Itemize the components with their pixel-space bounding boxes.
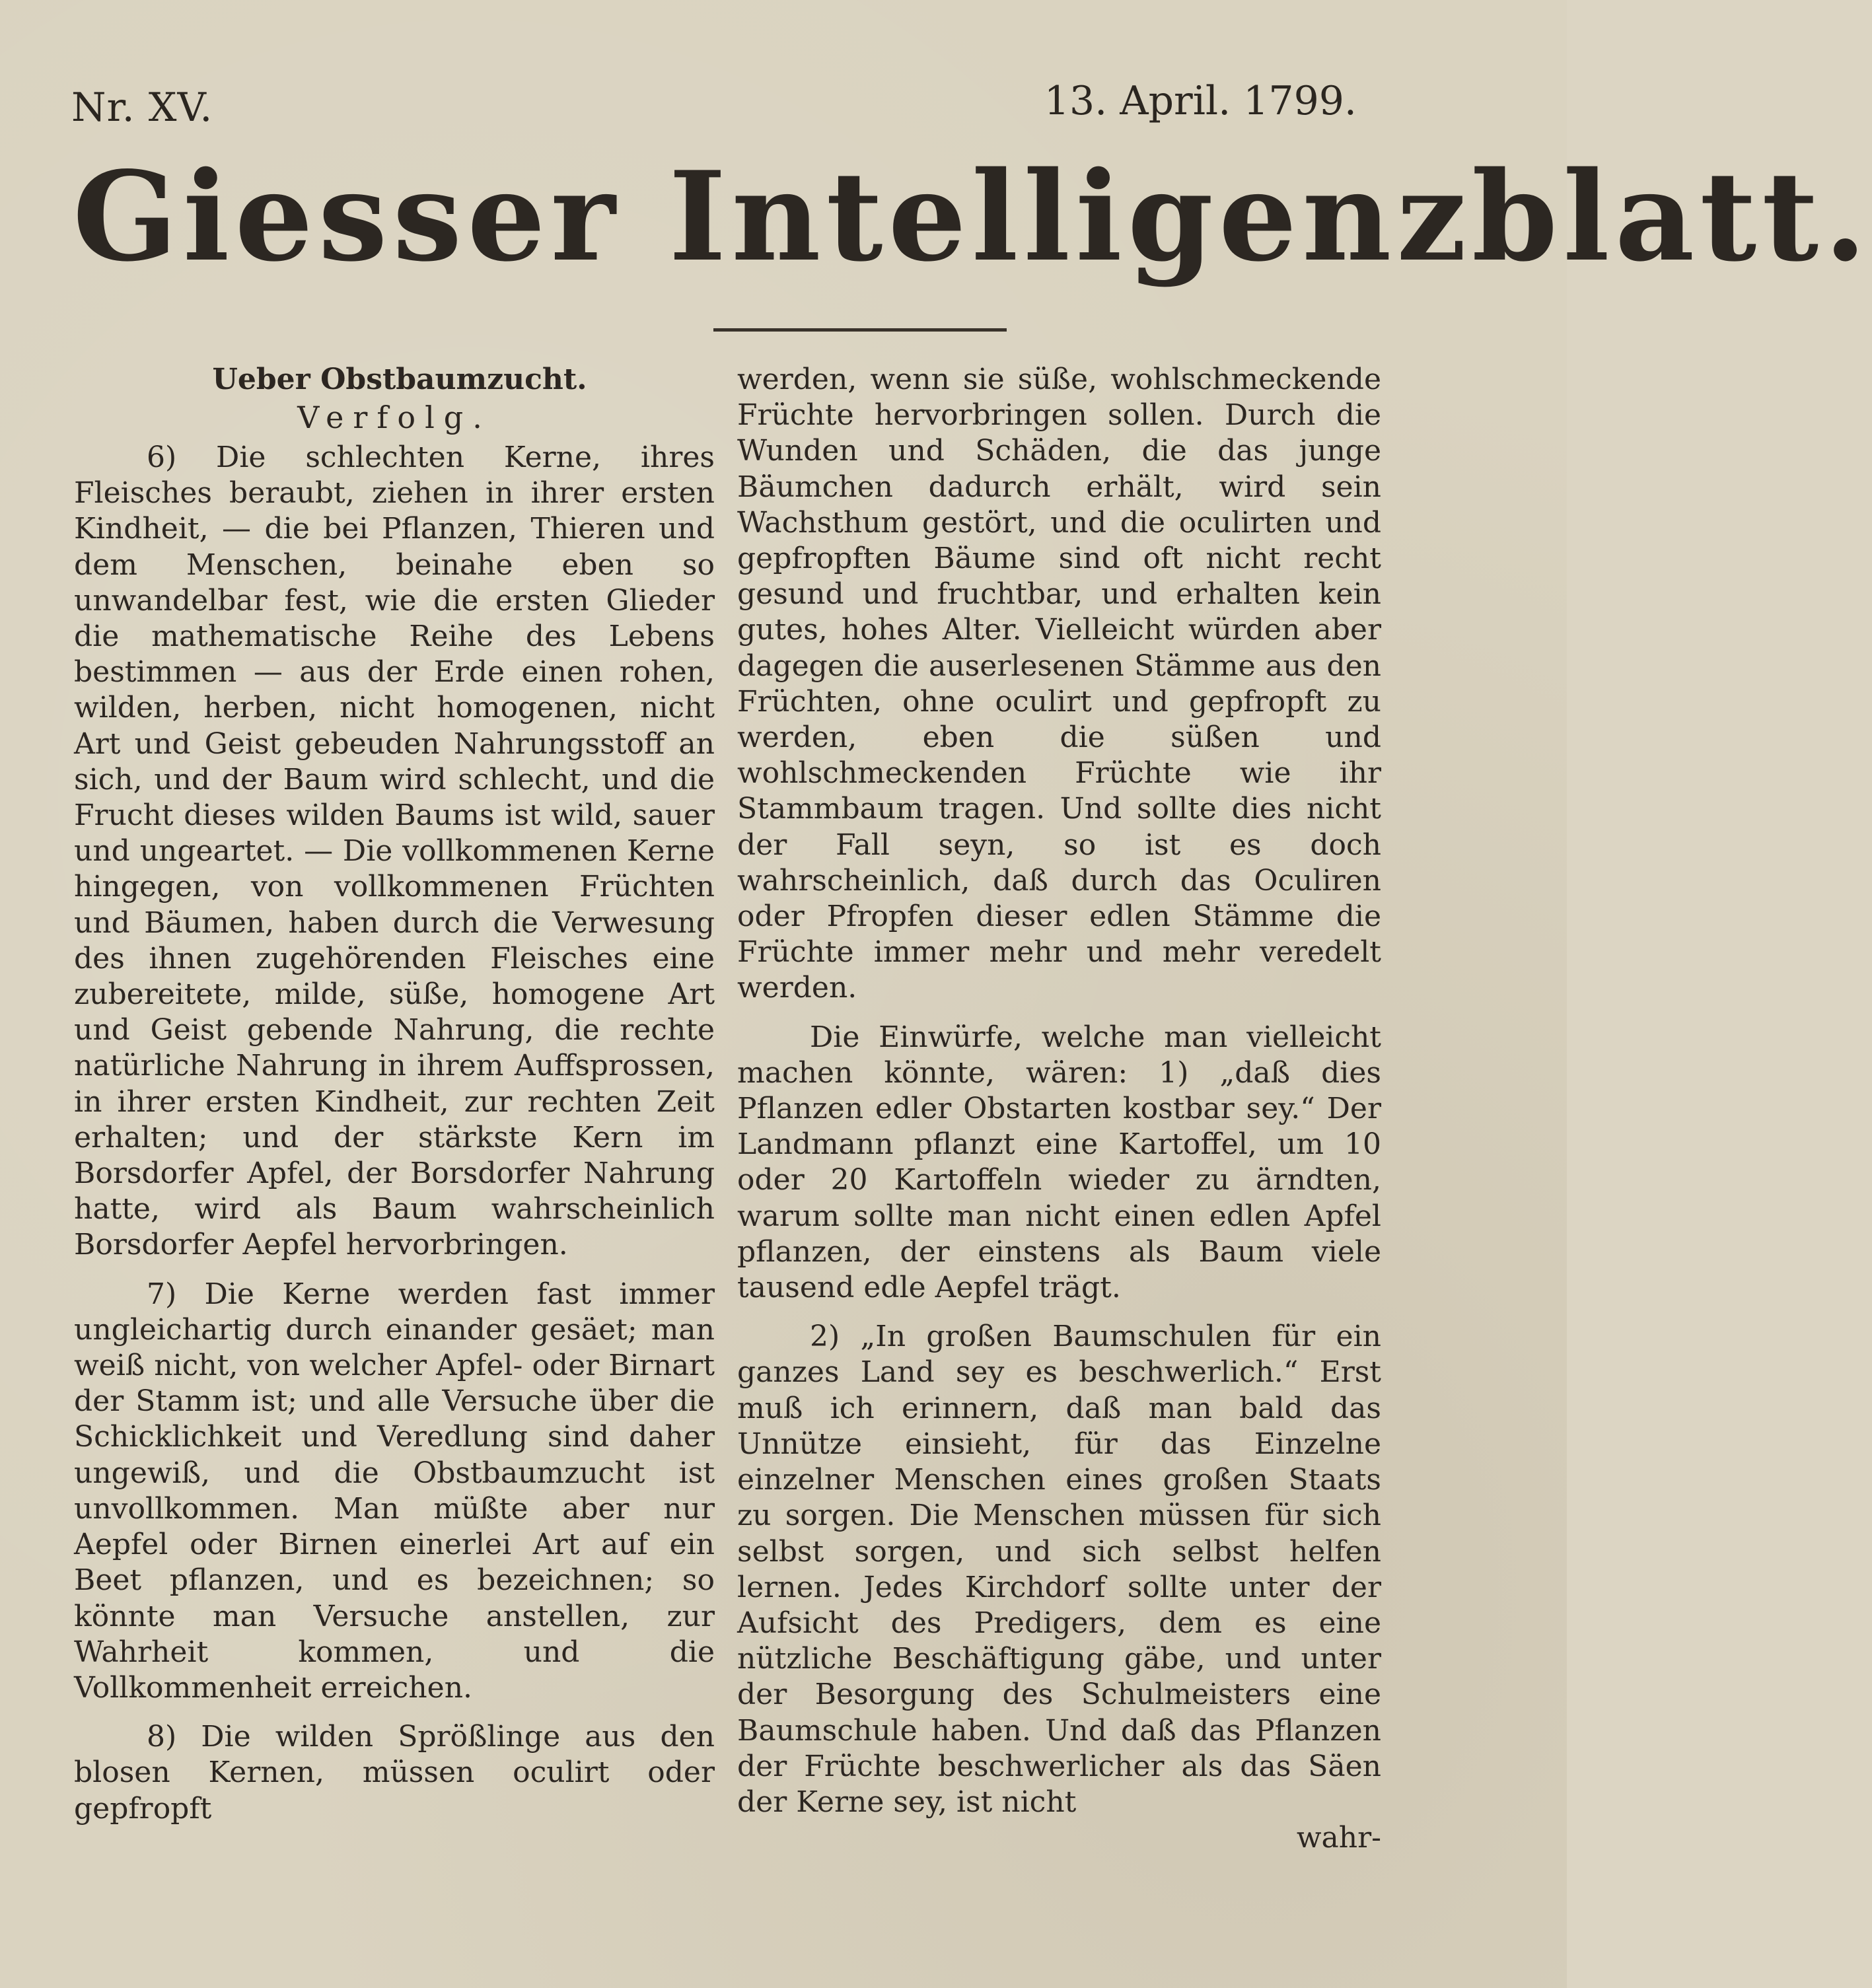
right-column [737, 362, 1381, 1856]
paragraph-8-continued: werden, wenn sie süße, wohlschmeckende Früchte hervorbringen sollen. Durch die Wunden und Schäden, die das junge Bäumchen dadurch erhält, wird sein Wachsthum gestört, und die oculirten und gepfropften Bäume sind oft nicht recht gesund und fruchtbar, und erhalten kein gutes, hohes Alter. Vielleicht würden aber dagegen die auserlesenen Stämme aus den Früchten, ohne oculirt und gepfropft zu werden, eben die süßen und wohlschmeckenden Früchte wie ihr Stammbaum tragen. Und sollte dies nicht der Fall seyn, so ist es doch wahrscheinlich, daß durch das Oculiren oder Pfropfen dieser edlen Stämme die Früchte immer mehr und mehr veredelt werden. [737, 363, 1381, 1005]
paragraph-objection-2: 2) „In großen Baumschulen für ein ganzes Land sey es beschwerlich.“ Erst muß ich erinnern, daß man bald das Unnütze einsieht, für das Einzelne einzelner Menschen eines großen Staats zu sorgen. Die Menschen müssen für sich selbst sorgen, und sich selbst helfen lernen. Jedes Kirchdorf sollte unter der Aufsicht des Predigers, dem es eine nützliche Beschäftigung gäbe, und unter der Besorgung des Schulmeisters eine Baumschule haben. Und daß das Pflanzen der Früchte beschwerlicher als das Säen der Kerne sey, ist nicht [737, 1320, 1381, 1819]
article-subheading: Verfolg. [297, 400, 491, 435]
issue-date: 13. April. 1799. [1044, 78, 1357, 124]
paragraph-6: 6) Die schlechten Kerne, ihres Fleisches beraubt, ziehen in ihrer ersten Kindheit, — die bei Pflanzen, Thieren und dem Menschen, beinahe eben so unwandelbar fest, wie die ersten Glieder die mathematische Reihe des Lebens bestimmen — aus der Erde einen rohen, wilden, herben, nicht homogenen, nicht Art und Geist gebeuden Nahrungsstoff an sich, und der Baum wird schlecht, und die Frucht dieses wilden Baums ist wild, sauer und ungeartet. — Die vollkommenen Kerne hingegen, von vollkommenen Früchten und Bäumen, haben durch die Verwesung des ihnen zugehörenden Fleisches eine zubereitete, milde, süße, homogene Art und Geist gebende Nahrung, die rechte natürliche Nahrung in ihrem Auffsprossen, in ihrer ersten Kindheit, zur rechten Zeit erhalten; und der stärkste Kern im Borsdorfer Apfel, der Borsdorfer Nahrung hatte, wird als Baum wahrscheinlich Borsdorfer Aepfel hervorbringen. [74, 441, 715, 1262]
title-rule [713, 328, 1007, 332]
catchword: wahr- [1296, 1821, 1381, 1855]
paragraph-objections: Die Einwürfe, welche man vielleicht machen könnte, wären: 1) „daß dies Pflanzen edler Obstarten kostbar sey.“ Der Landmann pflanzt eine Kartoffel, um 10 oder 20 Kartoffeln wieder zu ärndten, warum sollte man nicht einen edlen Apfel pflanzen, der einstens als Baum viele tausend edle Aepfel trägt. [737, 1020, 1381, 1305]
paragraph-7: 7) Die Kerne werden fast immer ungleichartig durch einander gesäet; man weiß nicht, von welcher Apfel- oder Birnart der Stamm ist; und alle Versuche über die Schicklichkeit und Veredlung sind daher ungewiß, und die Obstbaumzucht ist unvollkommen. Man müßte aber nur Aepfel oder Birnen einerlei Art auf ein Beet pflanzen, und es bezeichnen; so könnte man Versuche anstellen, zur Wahrheit kommen, und die Vollkommenheit erreichen. [74, 1277, 715, 1705]
article-heading: Ueber Obstbaumzucht. [212, 363, 587, 396]
masthead-title: Giesser Intelligenzblatt. [73, 144, 1872, 289]
issue-number: Nr. XV. [71, 85, 213, 131]
paragraph-8: 8) Die wilden Sprößlinge aus den blosen Kernen, müssen oculirt oder gepfropft [74, 1720, 715, 1826]
left-column [74, 362, 715, 1827]
